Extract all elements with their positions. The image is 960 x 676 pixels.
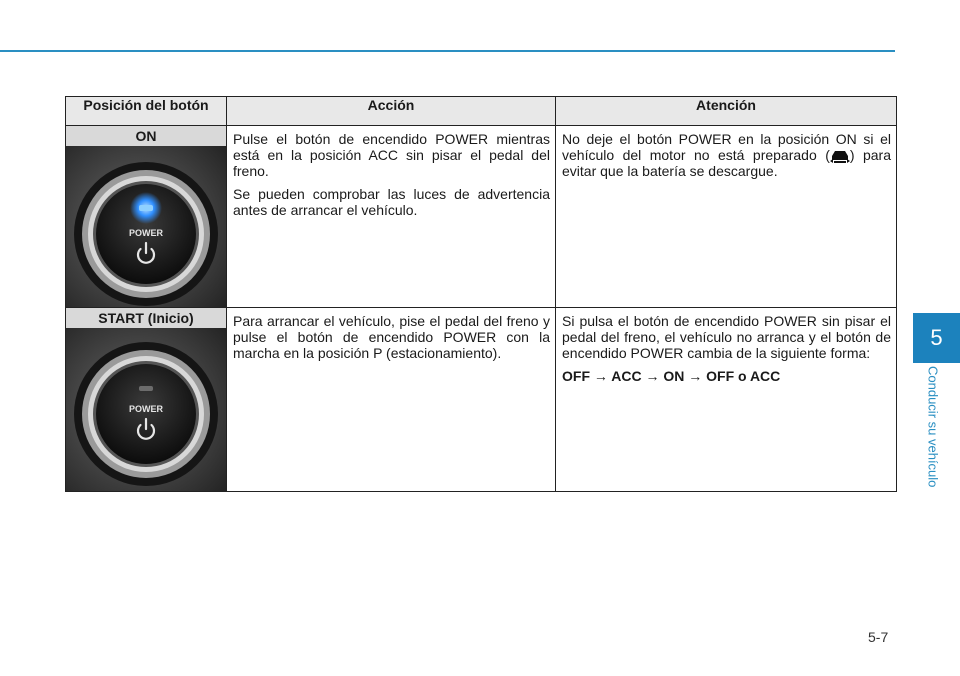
attention-cell-on <box>556 126 897 308</box>
power-button-start-image <box>66 328 226 491</box>
attention-cell-start <box>556 308 897 492</box>
position-label: ON <box>66 126 226 146</box>
action-text: Se pueden comprobar las luces de advertencia antes de arrancar el vehículo. <box>233 186 550 218</box>
action-cell-on <box>227 126 556 308</box>
indicator-led-icon <box>139 386 153 391</box>
table-header-row <box>66 97 897 126</box>
action-text: Para arrancar el vehículo, pise el pedal del freno y pulse el botón de encendido POWER con la marcha en la posición P (estacionamiento). <box>233 313 550 361</box>
power-button-table <box>65 96 897 492</box>
position-label: START (Inicio) <box>66 308 226 328</box>
page-number: 5-7 <box>868 629 889 645</box>
column-header-action: Acción <box>227 97 556 126</box>
state-sequence: OFF → ACC → ON → OFF o ACC <box>562 368 781 384</box>
position-cell-start <box>66 308 227 492</box>
power-text: POWER <box>128 404 164 414</box>
chapter-title: Conducir su vehículo <box>925 366 941 488</box>
attention-text: No deje el botón POWER en la posición ON si el vehículo del motor no está preparado ( ) para evitar que la batería se descargue. <box>562 131 891 180</box>
position-cell-on <box>66 126 227 308</box>
chapter-tab <box>913 313 960 363</box>
table-row <box>66 126 897 308</box>
ready-car-icon <box>830 149 850 163</box>
action-text: Pulse el botón de encendido POWER mientras está en la posición ACC sin pisar el pedal del freno. <box>233 131 550 179</box>
power-text: POWER <box>128 228 164 238</box>
power-button-on-image <box>66 146 226 307</box>
attention-text: Si pulsa el botón de encendido POWER sin pisar el pedal del freno, el vehículo no arranca y el botón de encendido POWER cambia de la siguiente forma: <box>562 313 891 361</box>
table-row <box>66 308 897 492</box>
column-header-position: Posición del botón <box>66 97 227 126</box>
top-rule <box>0 50 895 52</box>
chapter-number: 5 <box>930 325 943 350</box>
column-header-attention: Atención <box>556 97 897 126</box>
action-cell-start <box>227 308 556 492</box>
